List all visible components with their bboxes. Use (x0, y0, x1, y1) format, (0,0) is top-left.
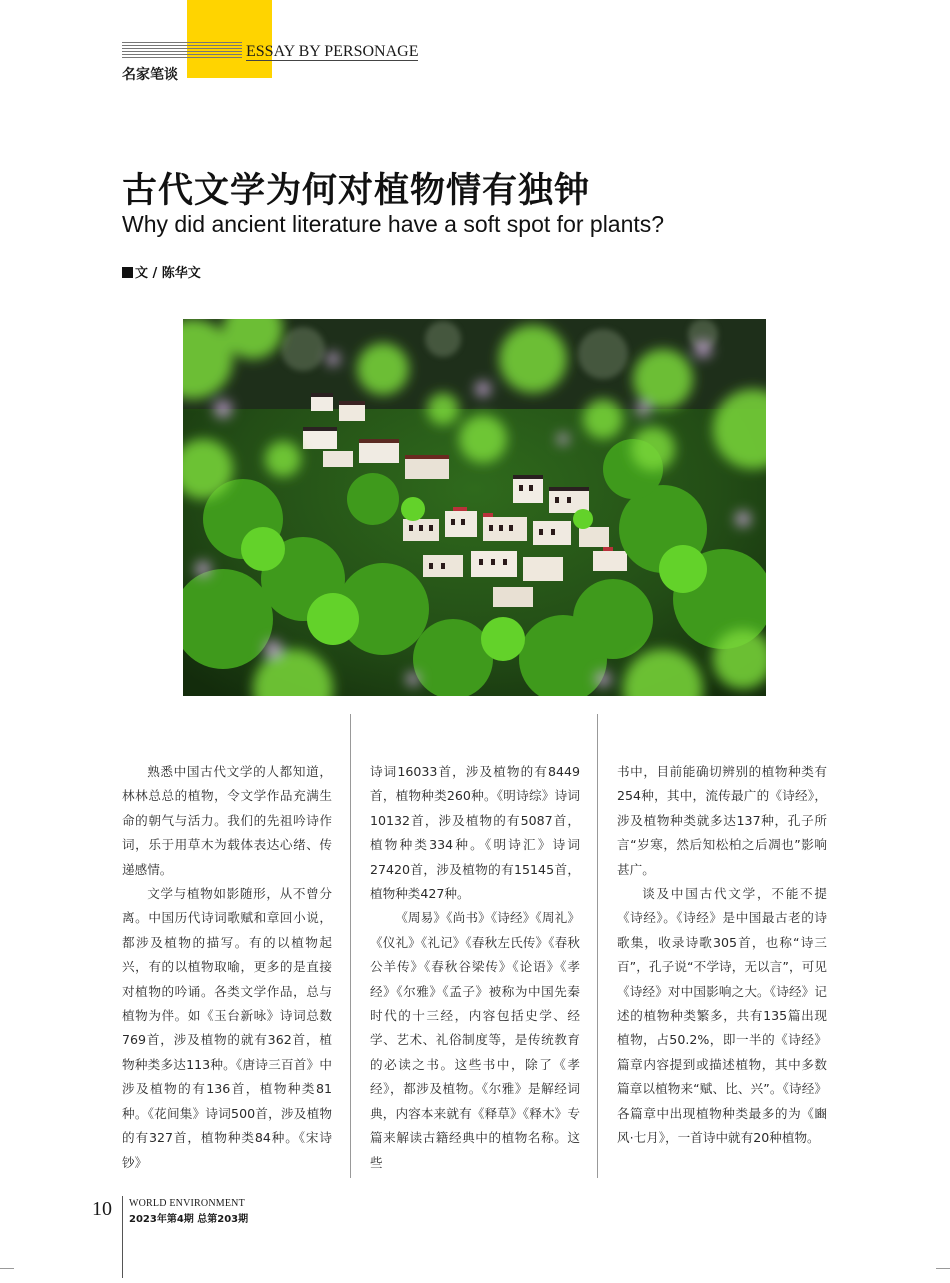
crop-mark (0, 1268, 14, 1283)
section-title-en: ESSAY BY PERSONAGE (246, 43, 419, 60)
section-color-block (187, 0, 272, 78)
bullet-square-icon (122, 267, 133, 278)
footer-issue-info: 2023年第4期 总第203期 (129, 1214, 249, 1225)
header-stripe-lines (122, 42, 242, 62)
body-column-3 (617, 760, 827, 1151)
article-photo (183, 319, 766, 696)
crop-mark (936, 1268, 950, 1283)
body-paragraph: 书中，目前能确切辨别的植物种类有254种，其中，流传最广的《诗经》，涉及植物种类就多达137种，孔子所言“岁寒，然后知松柏之后凋也”影响甚广。 (617, 764, 827, 877)
column-divider (350, 714, 351, 1178)
photo-village-in-foliage (183, 319, 766, 696)
byline (122, 262, 201, 281)
article-title-cn: 古代文学为何对植物情有独钟 (122, 171, 591, 211)
footer-magazine-name: WORLD ENVIRONMENT (129, 1198, 245, 1209)
body-paragraph: 文学与植物如影随形，从不曾分离。中国历代诗词歌赋和章回小说，都涉及植物的描写。有的以植物起兴，有的以植物取喻，更多的是直接对植物的吟诵。各类文学作品，总与植物为伴。如《玉台新咏》诗词总数769首，涉及植物的就有362首，植物种类多达113种。《唐诗三百首》中涉及植物的有136首，植物种类81种。《花间集》诗词500首，涉及植物的有327首，植物种类84种。《宋诗钞》 (122, 886, 332, 1170)
footer-rule (122, 1196, 123, 1278)
body-paragraph: 《周易》《尚书》《诗经》《周礼》《仪礼》《礼记》《春秋左氏传》《春秋公羊传》《春秋谷梁传》《论语》《孝经》《尔雅》《孟子》被称为中国先秦时代的十三经，内容包括史学、经学、艺术、礼俗制度等，是传统教育的必读之书。这些书中，除了《孝经》，都涉及植物。《尔雅》是解经词典，内容本来就有《释草》《释木》专篇来解读古籍经典中的植物名称。这些 (370, 910, 580, 1170)
section-title-cn: 名家笔谈 (122, 67, 178, 83)
body-column-2 (370, 760, 580, 1175)
body-paragraph: 诗词16033首，涉及植物的有8449首，植物种类260种。《明诗综》诗词10132首，涉及植物的有5087首，植物种类334种。《明诗汇》诗词27420首，涉及植物的有15145首，植物种类427种。 (370, 764, 580, 902)
article-title-en: Why did ancient literature have a soft spot for plants? (122, 211, 665, 237)
page-number: 10 (92, 1198, 112, 1220)
body-column-1 (122, 760, 332, 1175)
column-divider (597, 714, 598, 1178)
body-paragraph: 谈及中国古代文学，不能不提《诗经》。《诗经》是中国最古老的诗歌集，收录诗歌305首，也称“诗三百”，孔子说“不学诗，无以言”，可见《诗经》对中国影响之大。《诗经》记述的植物种类繁多，共有135篇出现植物，占50.2%，即一半的《诗经》篇章内容提到或描述植物，其中多数篇章以植物来“赋、比、兴”。《诗经》各篇章中出现植物种类最多的为《豳风·七月》，一首诗中就有20种植物。 (617, 886, 827, 1146)
body-paragraph: 熟悉中国古代文学的人都知道，林林总总的植物，令文学作品充满生命的朝气与活力。我们的先祖吟诗作词，乐于用草木为载体表达心绪、传递感情。 (122, 764, 332, 877)
byline-text: 文 / 陈华文 (135, 266, 201, 281)
